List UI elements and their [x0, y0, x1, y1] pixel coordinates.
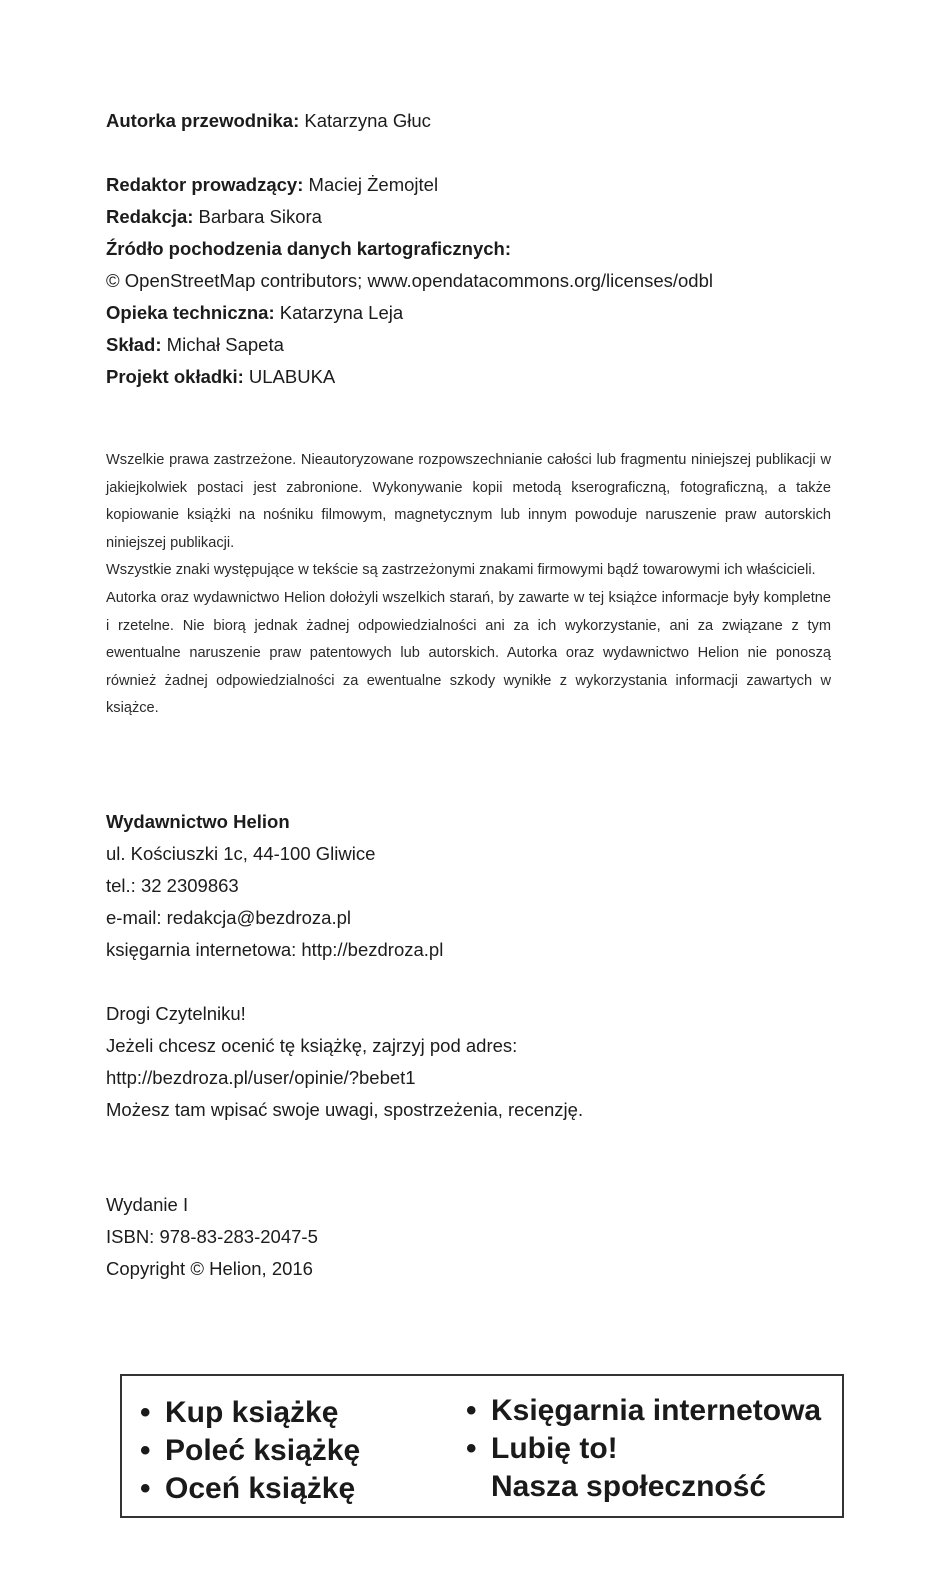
- promo-column-right: [466, 1392, 821, 1506]
- map-source-label: Źródło pochodzenia danych kartograficznych:: [106, 238, 511, 259]
- cover-label: Projekt okładki:: [106, 366, 244, 387]
- bookstore-label: Księgarnia internetowa: [491, 1394, 822, 1427]
- recommend-book-link[interactable]: [140, 1432, 360, 1470]
- typeset-label: Skład:: [106, 334, 162, 355]
- buy-book-link[interactable]: [140, 1394, 360, 1432]
- reader-url: http://bezdroza.pl/user/opinie/?bebet1: [106, 1067, 416, 1088]
- isbn: ISBN: 978-83-283-2047-5: [106, 1226, 318, 1247]
- bullet-icon: •: [466, 1432, 477, 1465]
- edition-block: [106, 1189, 318, 1285]
- bookstore-link[interactable]: [466, 1392, 821, 1430]
- publisher-email: e-mail: redakcja@bezdroza.pl: [106, 907, 351, 928]
- like-link[interactable]: [466, 1430, 821, 1468]
- publisher-shop: księgarnia internetowa: http://bezdroza.pl: [106, 939, 444, 960]
- editor-lead-label: Redaktor prowadzący:: [106, 174, 304, 195]
- spacer: [106, 137, 713, 169]
- editing-value: Barbara Sikora: [198, 206, 322, 227]
- recommend-book-label: Poleć książkę: [165, 1434, 361, 1467]
- typeset-row: [106, 329, 713, 361]
- promo-column-left: [140, 1394, 360, 1508]
- publisher-name: Wydawnictwo Helion: [106, 811, 290, 832]
- rate-book-link[interactable]: [140, 1470, 360, 1508]
- rate-book-label: Oceń książkę: [165, 1472, 356, 1505]
- typeset-value: Michał Sapeta: [166, 334, 284, 355]
- editor-lead-row: [106, 169, 713, 201]
- reader-greeting: Drogi Czytelniku!: [106, 1003, 246, 1024]
- community-link[interactable]: [466, 1468, 821, 1506]
- edition-number: Wydanie I: [106, 1194, 189, 1215]
- author-label: Autorka przewodnika:: [106, 110, 300, 131]
- publisher-phone: tel.: 32 2309863: [106, 875, 239, 896]
- publisher-block: [106, 806, 443, 966]
- legal-notice: [106, 447, 831, 723]
- buy-book-label: Kup książkę: [165, 1396, 339, 1429]
- map-source-value: © OpenStreetMap contributors; www.opendatacommons.org/licenses/odbl: [106, 270, 713, 291]
- editing-row: [106, 201, 713, 233]
- bullet-icon: •: [140, 1396, 151, 1429]
- copyright: Copyright © Helion, 2016: [106, 1258, 313, 1279]
- publisher-address: ul. Kościuszki 1c, 44-100 Gliwice: [106, 843, 376, 864]
- like-label: Lubię to!: [491, 1432, 618, 1465]
- community-label: Nasza społeczność: [491, 1470, 767, 1503]
- cover-value: ULABUKA: [248, 366, 336, 387]
- author-value: Katarzyna Głuc: [304, 110, 431, 131]
- legal-paragraph-rights: Wszelkie prawa zastrzeżone. Nieautoryzowane rozpowszechnianie całości lub fragmentu niniejszej publikacji w jakiejkolwiek postaci jest zabronione. Wykonywanie kopii metodą kserograficzną, fotograficzną, a także kopiowanie książki na nośniku filmowym, magnetycznym lub innym powoduje naruszenie praw autorskich niniejszej publikacji.: [106, 452, 831, 551]
- credits-block: [106, 105, 713, 393]
- tech-value: Katarzyna Leja: [279, 302, 404, 323]
- reader-line-2: Możesz tam wpisać swoje uwagi, spostrzeżenia, recenzję.: [106, 1099, 584, 1120]
- cover-row: [106, 361, 713, 393]
- bullet-icon: •: [140, 1434, 151, 1467]
- bullet-icon: •: [466, 1394, 477, 1427]
- bullet-icon: •: [140, 1472, 151, 1505]
- legal-paragraph-disclaimer: Autorka oraz wydawnictwo Helion dołożyli wszelkich starań, by zawarte w tej książce informacje były kompletne i rzetelne. Nie biorą jednak żadnej odpowiedzialności ani za ich wykorzystanie, ani za związane z tym ewentualne naruszenie praw patentowych lub autorskich. Autorka oraz wydawnictwo Helion nie ponoszą również żadnej odpowiedzialności za ewentualne szkody wynikłe z wykorzystania informacji zawartych w książce.: [106, 589, 831, 717]
- editor-lead-value: Maciej Żemojtel: [308, 174, 439, 195]
- author-row: [106, 105, 713, 137]
- tech-label: Opieka techniczna:: [106, 302, 275, 323]
- promo-box: [120, 1374, 844, 1518]
- tech-row: [106, 297, 713, 329]
- reader-line-1: Jeżeli chcesz ocenić tę książkę, zajrzyj pod adres:: [106, 1035, 518, 1056]
- editing-label: Redakcja:: [106, 206, 194, 227]
- legal-paragraph-trademarks: Wszystkie znaki występujące w tekście są zastrzeżonymi znakami firmowymi bądź towarowymi ich właścicieli.: [106, 562, 816, 579]
- reader-note: [106, 998, 583, 1126]
